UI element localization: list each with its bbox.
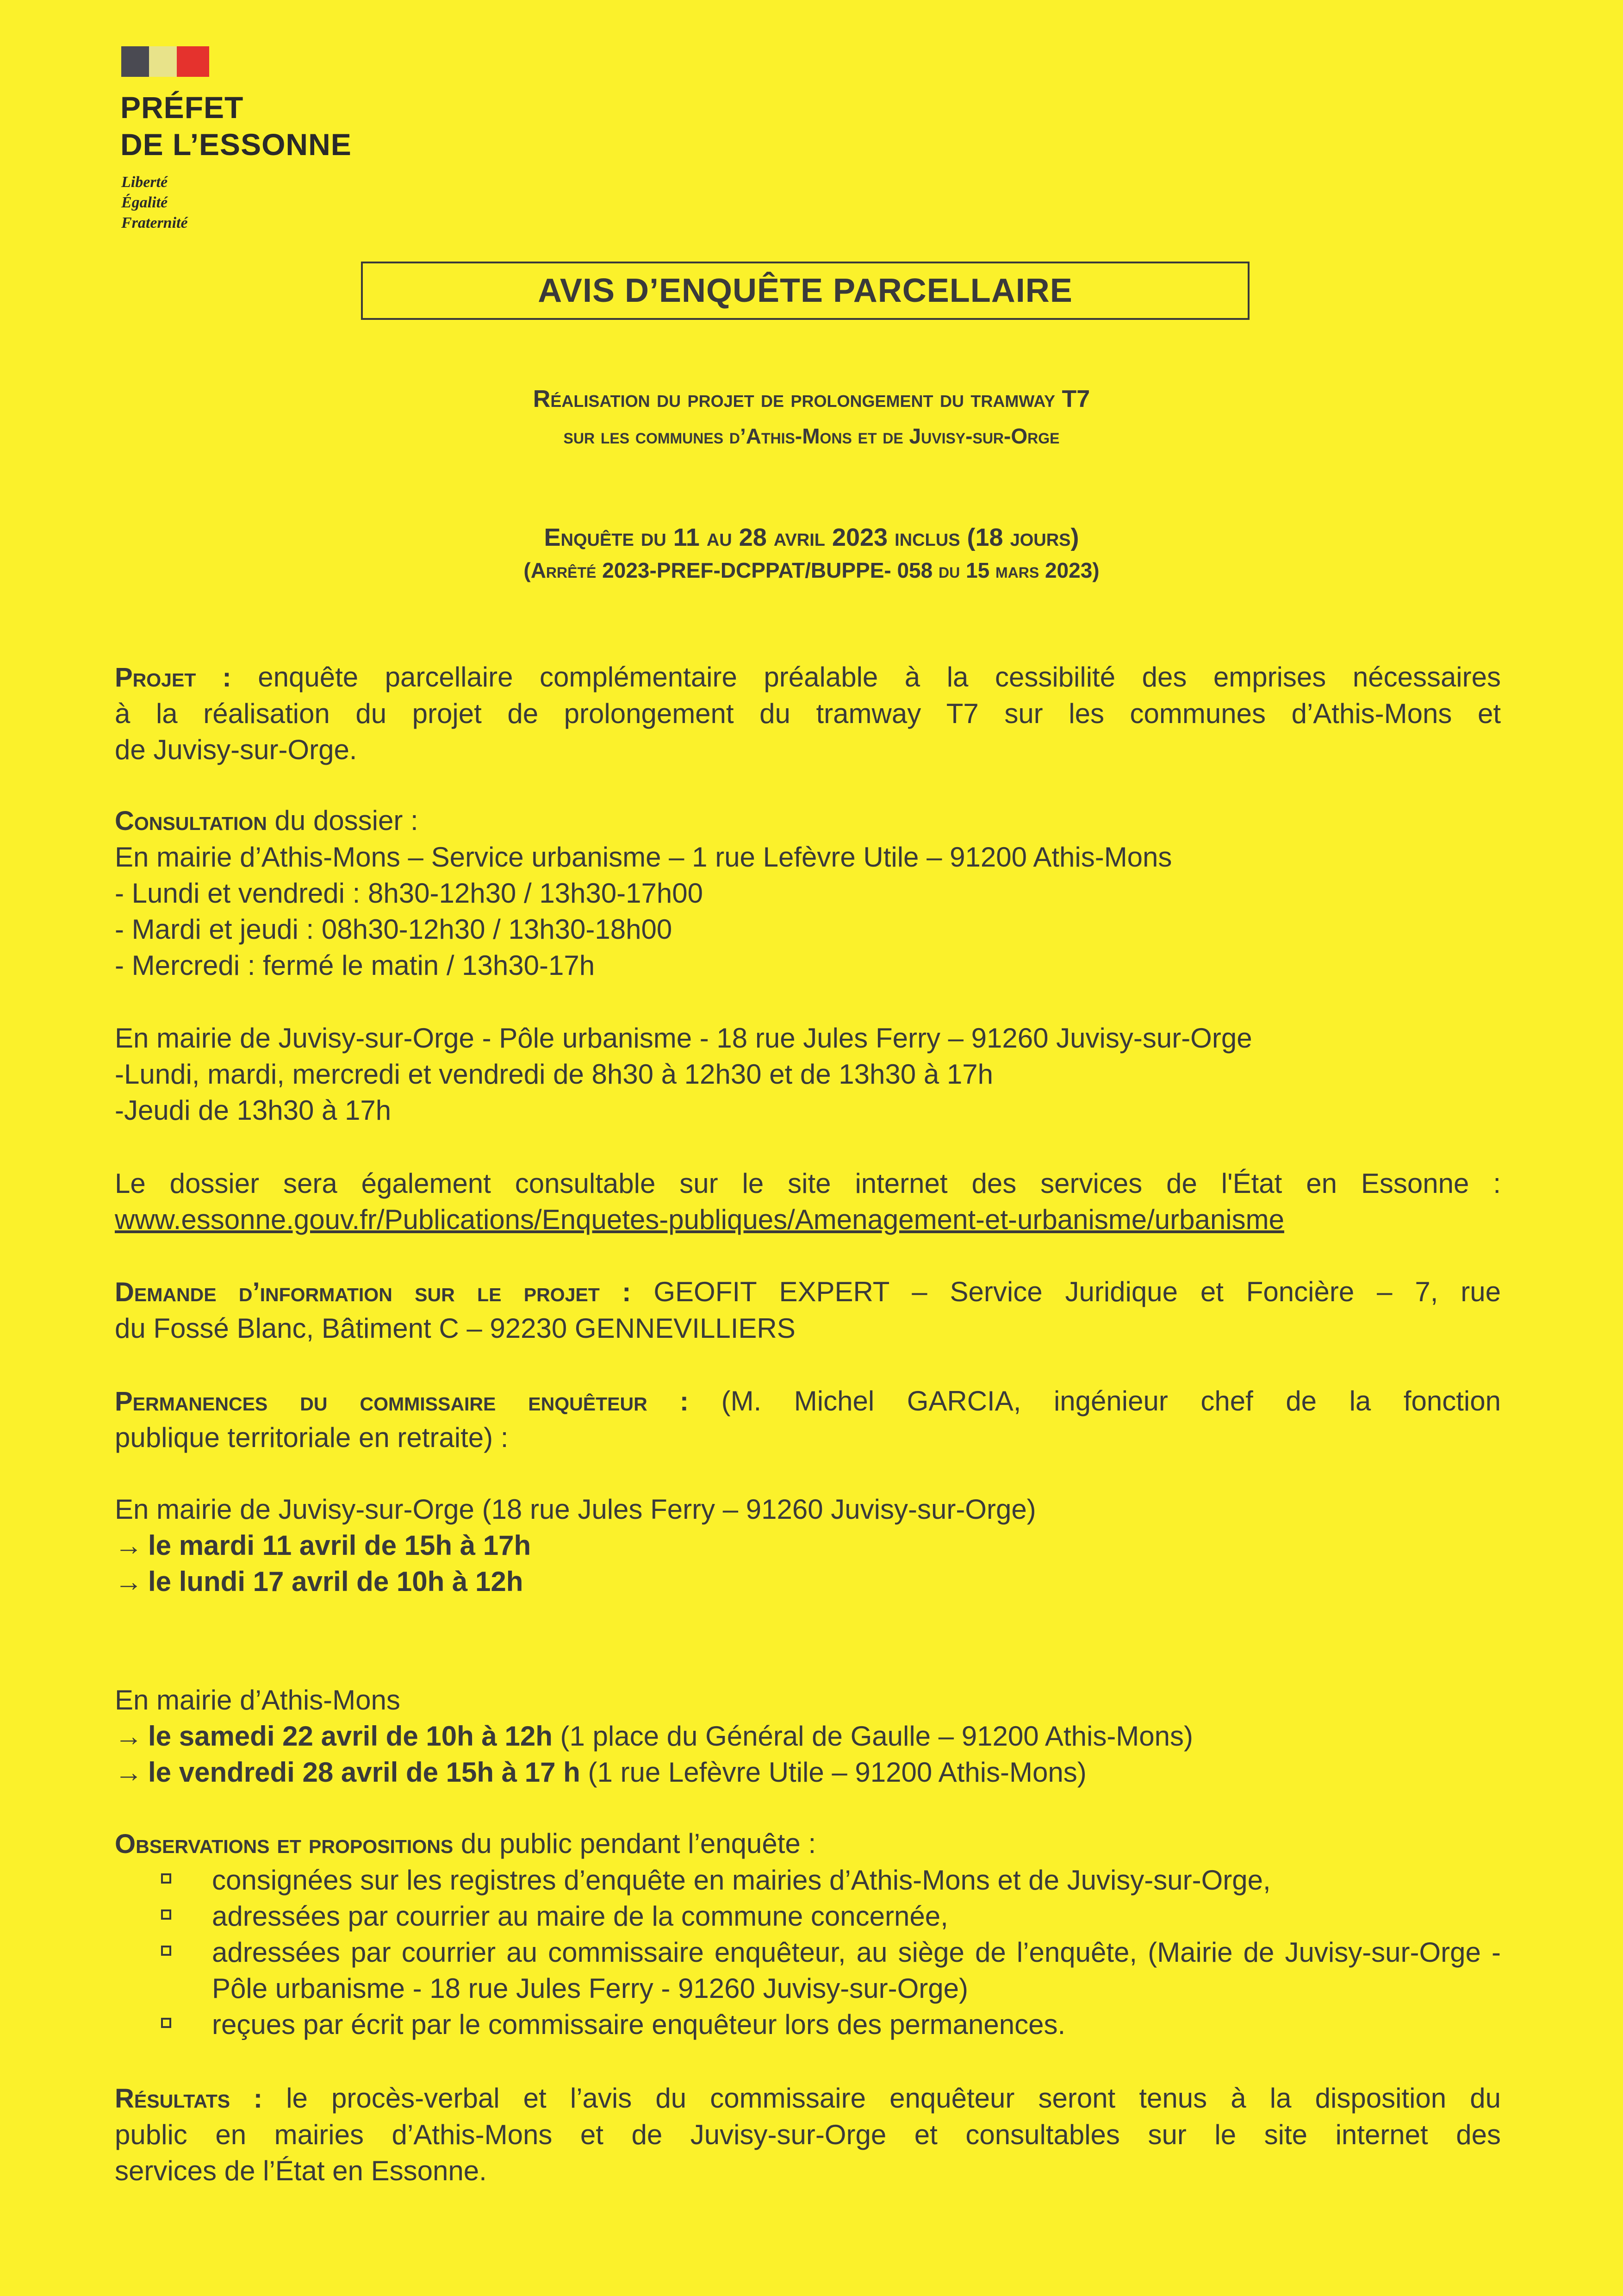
demande-text-2: du Fossé Blanc, Bâtiment C – 92230 GENNEVILLIERS (115, 1313, 796, 1344)
resultats-section (115, 2080, 1501, 2189)
square-bullet-icon (161, 1909, 171, 1920)
athis-hours-3: - Mercredi : fermé le matin / 13h30-17h (115, 950, 595, 981)
subtitle-dates: Enquête du 11 au 28 avril 2023 inclus (18 jours) (544, 524, 1079, 551)
observation-text: adressées par courrier au maire de la commune concernée, (212, 1901, 948, 1932)
resultats-text-1: le procès-verbal et l’avis du commissaire enquêteur seront tenus à la disposition du (286, 2083, 1501, 2114)
demande-text-1: GEOFIT EXPERT – Service Juridique et Foncière – 7, rue (653, 1276, 1501, 1307)
prefet-line1: PRÉFET (120, 90, 244, 125)
resultats-text-2: public en mairies d’Athis-Mons et de Juvisy-sur-Orge et consultables sur le site internet des (115, 2119, 1501, 2150)
projet-text-2: à la réalisation du projet de prolongement du tramway T7 sur les communes d’Athis-Mons et (115, 698, 1501, 729)
juvisy-date-2: le lundi 17 avril de 10h à 12h (148, 1566, 523, 1597)
consultation-label-rest: du dossier : (267, 805, 418, 836)
list-item (115, 2007, 1501, 2043)
demande-section (115, 1274, 1501, 1347)
athis-hours-2: - Mardi et jeudi : 08h30-12h30 / 13h30-18h00 (115, 914, 672, 945)
arrow-icon: → (115, 1566, 143, 1597)
demande-label: Demande d’information sur le projet : (115, 1277, 631, 1307)
permanences-section (115, 1383, 1501, 1456)
list-item (115, 1934, 1501, 2007)
arrow-icon: → (115, 1757, 143, 1788)
projet-label: Projet : (115, 662, 231, 693)
juvisy-hours-2: -Jeudi de 13h30 à 17h (115, 1095, 392, 1126)
resultats-label: Résultats : (115, 2084, 263, 2114)
observations-label: Observations et propositions (115, 1829, 454, 1859)
juvisy-permanence-intro: En mairie de Juvisy-sur-Orge (18 rue Jules Ferry – 91260 Juvisy-sur-Orge) (115, 1494, 1036, 1525)
motto-liberte: Liberté (121, 174, 168, 191)
subtitle-project: Réalisation du projet de prolongement du tramway T7 (533, 386, 1090, 412)
observations-label-rest: du public pendant l’enquête : (453, 1828, 816, 1859)
projet-section (115, 659, 1501, 768)
observations-section (115, 1826, 1501, 2043)
motto-egalite: Égalité (121, 194, 168, 211)
title-box (361, 262, 1250, 320)
athis-date-1-place: (1 place du Général de Gaulle – 91200 Athis-Mons) (552, 1721, 1194, 1752)
juvisy-permanences (115, 1491, 1501, 1600)
permanences-label: Permanences du commissaire enquêteur : (115, 1386, 689, 1416)
list-item (115, 1862, 1501, 1898)
prefecture-name (120, 89, 352, 163)
juvisy-consultation (115, 1020, 1501, 1129)
observation-text: reçues par écrit par le commissaire enquêteur lors des permanences. (212, 2009, 1066, 2040)
internet-consultation (115, 1166, 1501, 1238)
page-title: AVIS D’ENQUÊTE PARCELLAIRE (538, 272, 1073, 309)
athis-address: En mairie d’Athis-Mons – Service urbanisme – 1 rue Lefèvre Utile – 91200 Athis-Mons (115, 842, 1172, 873)
marianne-logo (121, 46, 209, 77)
athis-date-2-place: (1 rue Lefèvre Utile – 91200 Athis-Mons) (580, 1757, 1087, 1788)
athis-date-1: le samedi 22 avril de 10h à 12h (148, 1721, 553, 1752)
arrow-icon: → (115, 1530, 143, 1561)
athis-date-2: le vendredi 28 avril de 15h à 17 h (148, 1757, 580, 1788)
arrow-icon: → (115, 1721, 143, 1752)
subtitle-communes: sur les communes d’Athis-Mons et de Juvisy-sur-Orge (563, 424, 1060, 448)
observation-text: consignées sur les registres d’enquête en mairies d’Athis-Mons et de Juvisy-sur-Orge, (212, 1865, 1271, 1896)
juvisy-hours-1: -Lundi, mardi, mercredi et vendredi de 8h30 à 12h30 et de 13h30 à 17h (115, 1059, 993, 1090)
square-bullet-icon (161, 1873, 171, 1884)
motto-fraternite: Fraternité (121, 214, 188, 231)
republic-motto (121, 172, 188, 233)
square-bullet-icon (161, 2018, 171, 2028)
projet-text-3: de Juvisy-sur-Orge. (115, 734, 357, 765)
subtitle-arrete: (Arrêté 2023-PREF-DCPPAT/BUPPE- 058 du 15 mars 2023) (523, 558, 1100, 582)
square-bullet-icon (161, 1946, 171, 1956)
observation-text: adressées par courrier au commissaire enquêteur, au siège de l’enquête, (Mairie de Juvisy-sur-Orge - Pôle urbanisme - 18 rue Jules Ferry - 91260 Juvisy-sur-Orge) (212, 1937, 1501, 2004)
permanences-text-1: (M. Michel GARCIA, ingénieur chef de la fonction (721, 1385, 1501, 1416)
internet-text: Le dossier sera également consultable sur le site internet des services de l'État en Essonne : (115, 1168, 1501, 1199)
athis-permanences (115, 1682, 1501, 1791)
resultats-text-3: services de l’État en Essonne. (115, 2155, 487, 2186)
permanences-text-2: publique territoriale en retraite) : (115, 1422, 509, 1453)
consultation-label: Consultation (115, 806, 267, 836)
athis-permanence-intro: En mairie d’Athis-Mons (115, 1685, 400, 1716)
prefet-line2: DE L’ESSONNE (120, 127, 352, 162)
consultation-link[interactable]: www.essonne.gouv.fr/Publications/Enquetes-publiques/Amenagement-et-urbanisme/urbanisme (115, 1204, 1284, 1235)
juvisy-date-1: le mardi 11 avril de 15h à 17h (148, 1530, 531, 1561)
juvisy-address: En mairie de Juvisy-sur-Orge - Pôle urbanisme - 18 rue Jules Ferry – 91260 Juvisy-sur-Orge (115, 1023, 1252, 1054)
projet-text-1: enquête parcellaire complémentaire préalable à la cessibilité des emprises nécessaires (258, 661, 1501, 693)
consultation-section (115, 803, 1501, 984)
athis-hours-1: - Lundi et vendredi : 8h30-12h30 / 13h30-17h00 (115, 878, 703, 909)
observations-list (115, 1862, 1501, 2043)
list-item (115, 1898, 1501, 1934)
